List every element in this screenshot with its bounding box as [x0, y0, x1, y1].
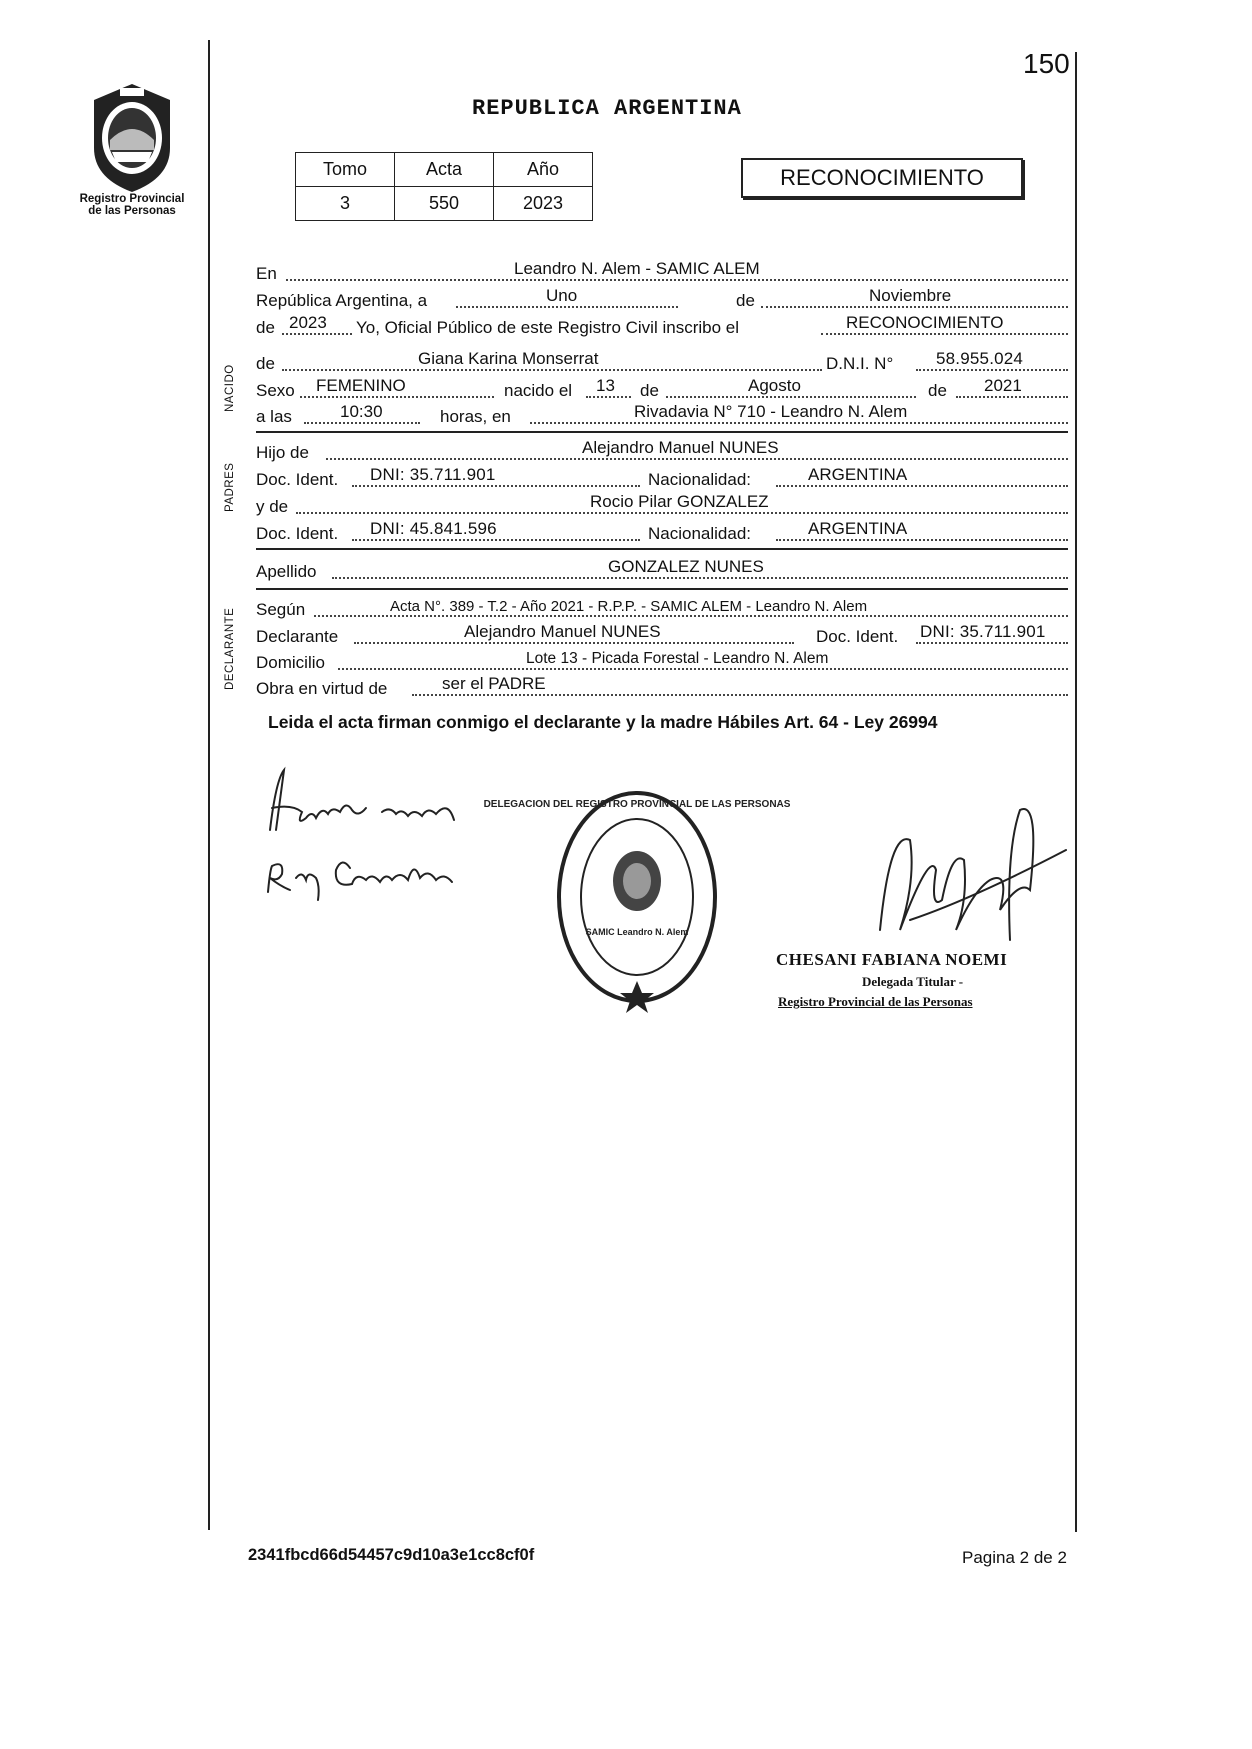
label-republica: República Argentina, a — [256, 291, 428, 310]
dotted-fill — [530, 422, 1068, 424]
label-horas: horas, en — [440, 407, 511, 426]
dotted-fill — [412, 694, 1068, 696]
dotted-fill — [666, 396, 916, 398]
value-padre-doc: DNI: 35.711.901 — [370, 465, 496, 484]
act-type-box: RECONOCIMIENTO — [741, 158, 1023, 198]
dotted-fill — [776, 485, 1068, 487]
label-declarante: Declarante — [256, 627, 339, 646]
label-doc: Doc. Ident. — [256, 470, 339, 489]
label-nacionalidad: Nacionalidad: — [648, 470, 752, 489]
value-nac-anio: 2021 — [984, 376, 1022, 395]
label-doc-madre: Doc. Ident. — [256, 524, 339, 543]
official-stamp — [483, 785, 791, 1015]
org-line-2: de las Personas — [88, 205, 176, 217]
org-line-1: Registro Provincial — [79, 193, 185, 205]
value-nombre: Giana Karina Monserrat — [418, 349, 599, 368]
dotted-fill — [296, 512, 1068, 514]
value-apellido: GONZALEZ NUNES — [608, 557, 764, 576]
registry-value-tomo: 3 — [296, 187, 395, 221]
country-title: REPUBLICA ARGENTINA — [472, 96, 742, 121]
value-lugar-nac: Rivadavia N° 710 - Leandro N. Alem — [634, 402, 908, 421]
label-nacionalidad-madre: Nacionalidad: — [648, 524, 752, 543]
section-divider — [256, 548, 1068, 550]
label-de-nombre: de — [256, 354, 275, 373]
form-row-madre-doc — [256, 518, 1068, 544]
dotted-fill — [916, 369, 1068, 371]
dotted-fill — [304, 422, 420, 424]
dotted-fill — [352, 539, 640, 541]
dotted-fill — [326, 458, 1068, 460]
label-alas: a las — [256, 407, 292, 426]
side-label-nacido: NACIDO — [224, 364, 236, 412]
declarant-signatures — [262, 760, 522, 900]
side-label-declarante: DECLARANTE — [224, 607, 236, 690]
value-declarante: Alejandro Manuel NUNES — [464, 622, 661, 641]
page-number: 150 — [1023, 48, 1070, 79]
form-row-obra — [256, 673, 1068, 699]
dotted-fill — [956, 396, 1068, 398]
registry-header-tomo: Tomo — [296, 153, 395, 187]
form-row-padre — [256, 437, 1068, 463]
value-madre: Rocio Pilar GONZALEZ — [590, 492, 769, 511]
dotted-fill — [821, 333, 1068, 335]
dotted-fill — [916, 642, 1068, 644]
value-acto: RECONOCIMIENTO — [846, 313, 1004, 332]
value-mes: Noviembre — [869, 286, 952, 305]
registry-value-row — [296, 187, 593, 221]
form-row-padre-doc — [256, 464, 1068, 490]
dotted-fill — [776, 539, 1068, 541]
dotted-fill — [338, 668, 1068, 670]
official-organization: Registro Provincial de las Personas — [778, 994, 973, 1009]
label-de-mes: de — [640, 381, 659, 400]
registry-header-anio: Año — [494, 153, 593, 187]
dotted-fill — [761, 306, 1068, 308]
label-oficial: Yo, Oficial Público de este Registro Civil inscribo el — [356, 318, 739, 337]
stamp-ring-text: DELEGACION DEL REGISTRO PROVINCIAL DE LAS PERSONAS — [483, 799, 791, 810]
form-row-nombre — [256, 348, 1068, 374]
dotted-fill — [286, 279, 1068, 281]
label-de-anio: de — [256, 318, 275, 337]
value-hora: 10:30 — [340, 402, 383, 421]
label-domicilio: Domicilio — [256, 653, 325, 672]
dotted-fill — [282, 333, 352, 335]
value-madre-doc: DNI: 45.841.596 — [370, 519, 497, 538]
value-sexo: FEMENINO — [316, 376, 406, 395]
value-madre-nac: ARGENTINA — [808, 519, 908, 538]
label-hijo: Hijo de — [256, 443, 309, 462]
registry-value-acta: 550 — [395, 187, 494, 221]
value-segun: Acta N°. 389 - T.2 - Año 2021 - R.P.P. - SAMIC ALEM - Leandro N. Alem — [390, 598, 868, 615]
value-dia-texto: Uno — [546, 286, 578, 305]
left-border-line — [208, 40, 210, 1530]
province-crest-logo — [82, 78, 182, 198]
official-signature — [870, 790, 1070, 960]
value-declarante-doc: DNI: 35.711.901 — [920, 622, 1046, 641]
registry-organization-label — [62, 193, 202, 217]
value-nac-mes: Agosto — [748, 376, 801, 395]
dotted-fill — [300, 396, 494, 398]
form-row-domicilio — [256, 647, 1068, 673]
label-de-anio-nac: de — [928, 381, 947, 400]
stamp-inner-text: SAMIC Leandro N. Alem — [585, 927, 689, 937]
legal-note: Leida el acta firman conmigo el declarante y la madre Hábiles Art. 64 - Ley 26994 — [268, 712, 938, 732]
form-row-segun — [256, 594, 1068, 620]
form-row-lugar — [256, 258, 1068, 284]
value-padre: Alejandro Manuel NUNES — [582, 438, 779, 457]
value-lugar: Leandro N. Alem - SAMIC ALEM — [514, 259, 760, 278]
registry-table — [295, 152, 593, 221]
registry-value-anio: 2023 — [494, 187, 593, 221]
label-en: En — [256, 264, 277, 283]
right-border-line — [1075, 52, 1077, 1532]
value-padre-nac: ARGENTINA — [808, 465, 908, 484]
dotted-fill — [352, 485, 640, 487]
form-row-hora — [256, 401, 1068, 427]
value-dni: 58.955.024 — [936, 349, 1024, 368]
registry-header-row — [296, 153, 593, 187]
dotted-fill — [314, 615, 1068, 617]
label-apellido: Apellido — [256, 562, 317, 581]
label-obra: Obra en virtud de — [256, 679, 388, 698]
dotted-fill — [282, 369, 822, 371]
form-row-declarante — [256, 621, 1068, 647]
label-dni: D.N.I. N° — [826, 354, 894, 373]
label-segun: Según — [256, 600, 306, 619]
form-row-oficial — [256, 312, 1068, 338]
label-de: de — [736, 291, 755, 310]
value-obra: ser el PADRE — [442, 674, 546, 693]
label-sexo: Sexo — [256, 381, 295, 400]
dotted-fill — [456, 306, 678, 308]
section-divider — [256, 588, 1068, 590]
value-domicilio: Lote 13 - Picada Forestal - Leandro N. Alem — [526, 650, 829, 667]
value-anio: 2023 — [289, 313, 327, 332]
section-divider — [256, 431, 1068, 433]
form-row-sexo — [256, 375, 1068, 401]
side-label-padres: PADRES — [224, 462, 236, 512]
dotted-fill — [586, 396, 631, 398]
document-hash: 2341fbcd66d54457c9d10a3e1cc8cf0f — [248, 1546, 535, 1564]
form-row-fecha — [256, 285, 1068, 311]
official-title: Delegada Titular - — [862, 974, 964, 989]
form-row-madre — [256, 491, 1068, 517]
pagination-label: Pagina 2 de 2 — [962, 1548, 1067, 1567]
official-name: CHESANI FABIANA NOEMI — [776, 950, 1008, 969]
dotted-fill — [332, 577, 1068, 579]
registry-header-acta: Acta — [395, 153, 494, 187]
label-doc-declarante: Doc. Ident. — [816, 627, 899, 646]
label-yde: y de — [256, 497, 289, 516]
label-nacido: nacido el — [504, 381, 573, 400]
form-row-apellido — [256, 556, 1068, 582]
value-nac-dia: 13 — [596, 376, 615, 395]
dotted-fill — [354, 642, 794, 644]
